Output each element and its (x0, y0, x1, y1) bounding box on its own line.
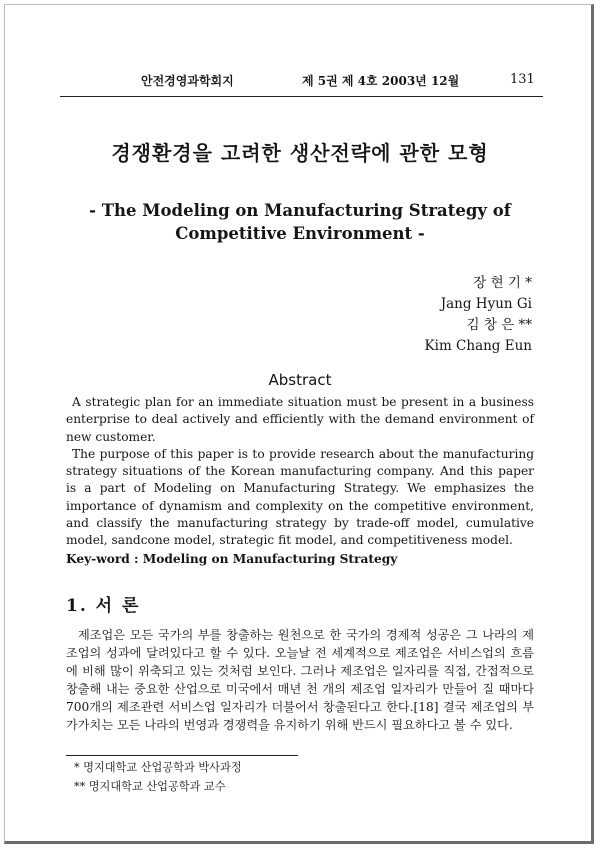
footnotes (74, 758, 242, 796)
page-number: 131 (510, 72, 535, 87)
abstract-heading: Abstract (268, 371, 332, 389)
abstract-paragraph: The purpose of this paper is to provide research about the manufacturing strategy situations of the Korean manufacturing company. And this paper is a part of Modeling on Manufacturing Strategy. We emphasizes the importance of dynamism and complexity on the competitive environment, and classify the manufacturing strategy by trade-off model, cumulative model, sandcone model, strategic fit model, and competitiveness model. (66, 446, 534, 548)
author-1-english: Jang Hyun Gi (440, 296, 532, 312)
author-2-english: Kim Chang Eun (424, 338, 532, 354)
introduction-body (66, 626, 534, 735)
journal-name: 안전경영과학회지 (141, 74, 234, 88)
footnote-1: * 명지대학교 산업공학과 박사과정 (74, 761, 242, 774)
abstract-paragraph: A strategic plan for an immediate situation must be present in a business enterprise to deal actively and efficiently with the demand environment of new customer. (66, 395, 534, 444)
footnote-rule (66, 755, 298, 756)
running-header (0, 64, 600, 94)
header-rule (60, 96, 543, 97)
abstract-body (66, 394, 534, 550)
section-heading-introduction: 1. 서 론 (66, 596, 141, 616)
author-1-korean: 장 현 기 * (473, 275, 532, 291)
footnote-2: ** 명지대학교 산업공학과 교수 (74, 780, 226, 793)
author-2-korean: 김 창 은 ** (466, 317, 532, 333)
keywords: Key-word : Modeling on Manufacturing Strategy (66, 552, 398, 566)
author-block (425, 273, 532, 357)
issue-info: 제 5권 제 4호 2003년 12월 (302, 74, 460, 88)
paper-title-korean: 경쟁환경을 고려한 생산전략에 관한 모형 (111, 141, 489, 165)
paper-title-english: - The Modeling on Manufacturing Strategy of Competitive Environment - (89, 201, 511, 243)
body-paragraph: 제조업은 모든 국가의 부를 창출하는 원천으로 한 국가의 경제적 성공은 그 나라의 제조업의 성과에 달려있다고 할 수 있다. 오늘날 전 세계적으로 제조업은 서비스업의 흐름에 비해 많이 위축되고 있는 것처럼 보인다. 그러나 제조업은 일자리를 직접, 간접적으로 창출해 내는 중요한 산업으로 미국에서 매년 천 개의 제조업 일자리가 만들어 질 때마다 700개의 제조관련 서비스업 일자리가 더불어서 창출된다고 한다.[18] 결국 제조업의 부가가치는 모든 나라의 번영과 경쟁력을 유지하기 위해 반드시 필요하다고 볼 수 있다. (66, 628, 534, 733)
